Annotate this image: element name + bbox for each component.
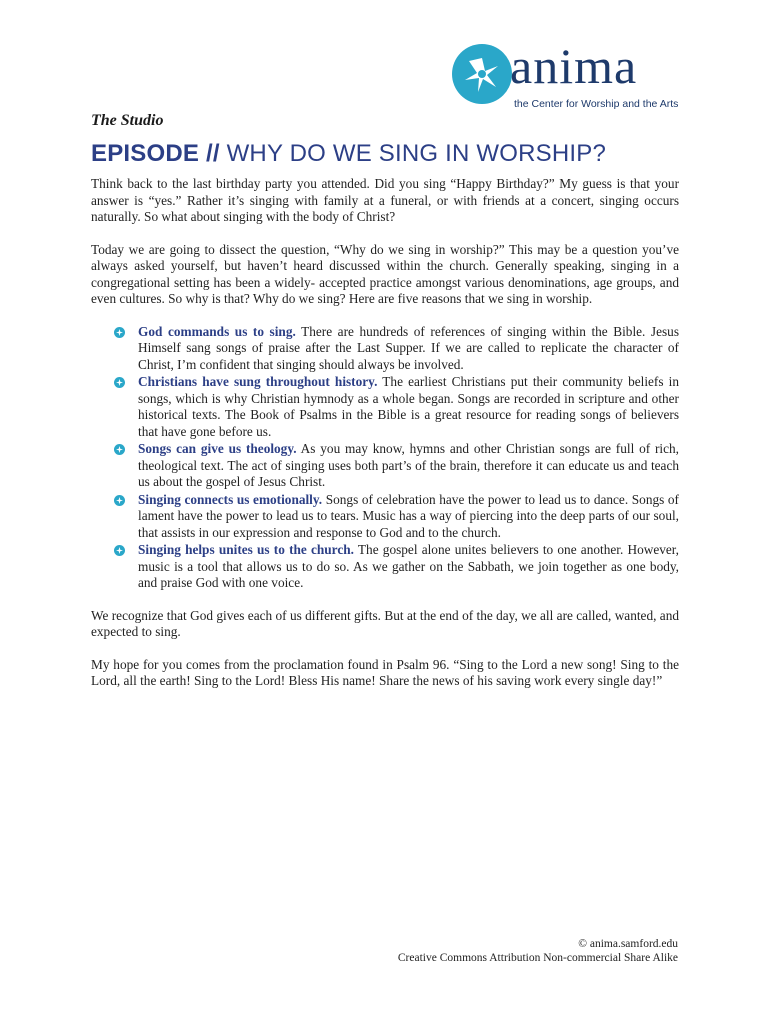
bullet-icon [114, 444, 125, 455]
reason-text: The gospel alone unites believers to one another. However, music is a tool that allows us to do so. As we gather on the Sabbath, we join together as one body, and praise God with one voice. [138, 542, 679, 590]
list-item [138, 492, 679, 542]
bullet-icon [114, 545, 125, 556]
reason-text: As you may know, hymns and other Christian songs are full of rich, theological text. The act of singing uses both part’s of the brain, therefore it can educate us and teach us about the gospel of Jesus Christ. [138, 441, 679, 489]
reason-text: There are hundreds of references of singing within the Bible. Jesus Himself sang songs of praise after the Last Supper. If we are called to replicate the character of Christ, I’m confident that singing should always be involved. [138, 323, 679, 372]
reason-heading: Singing connects us emotionally. [138, 491, 323, 507]
reason-heading: Songs can give us theology. [138, 441, 297, 456]
list-item [138, 542, 679, 592]
intro-paragraph: Today we are going to dissect the question, “Why do we sing in worship?” This may be a question you’ve always asked yourself, but haven’t heard discussed within the church. Generally speaking, singing in a congregational setting has been a widely- accepted practice amongst various denominations, age groups, and even cultures. So why is that? Why do we sing? Here are five reasons that we sing in worship. [91, 241, 679, 306]
intro-paragraph: Think back to the last birthday party you attended. Did you sing “Happy Birthday?” My guess is that your answer is “yes.” Rather it’s singing with family at a funeral, or with friends at a concert, singing occurs naturally. So what about singing with the body of Christ? [91, 176, 679, 224]
brand-tagline: the Center for Worship and the Arts [514, 98, 679, 110]
star-burst-icon [452, 44, 512, 104]
episode-title: WHY DO WE SING IN WORSHIP? [226, 140, 607, 167]
section-kicker: The Studio [91, 112, 164, 129]
reason-heading: Christians have sung throughout history. [138, 374, 378, 389]
article-body [91, 176, 679, 706]
page-footer [398, 937, 678, 965]
list-item [138, 324, 679, 374]
bullet-icon [114, 327, 125, 338]
list-item [138, 374, 679, 440]
reasons-list [91, 324, 679, 592]
anima-logo [452, 38, 692, 116]
brand-name: anima [510, 38, 638, 94]
reason-heading: God commands us to sing. [138, 323, 296, 339]
episode-label: EPISODE // [91, 140, 220, 167]
closing-paragraph: My hope for you comes from the proclamation found in Psalm 96. “Sing to the Lord a new song! Sing to the Lord, all the earth! Sing to the Lord! Bless His name! Share the news of his saving work every single day!” [91, 656, 679, 688]
license-line: Creative Commons Attribution Non-commercial Share Alike [397, 952, 678, 964]
page-title [91, 140, 606, 168]
bullet-icon [114, 495, 125, 506]
bullet-icon [114, 377, 125, 388]
copyright-line: © anima.samford.edu [578, 938, 678, 950]
closing-paragraph: We recognize that God gives each of us different gifts. But at the end of the day, we all are called, wanted, and expected to sing. [91, 607, 679, 639]
reason-heading: Singing helps unites us to the church. [138, 542, 354, 557]
reason-text: The earliest Christians put their community beliefs in songs, which is why Christian hymnody as a whole began. Songs are recorded in scripture and other historical texts. The Book of Psalms in the Bible is a great resource for reading songs of believers that have gone before us. [138, 374, 679, 439]
reason-text: Songs of celebration have the power to lead us to dance. Songs of lament have the power to lead us to tears. Music has a way of piercing into the deep parts of our soul, that assists in our expression and response to God and to the church. [138, 491, 679, 540]
list-item [138, 441, 679, 491]
